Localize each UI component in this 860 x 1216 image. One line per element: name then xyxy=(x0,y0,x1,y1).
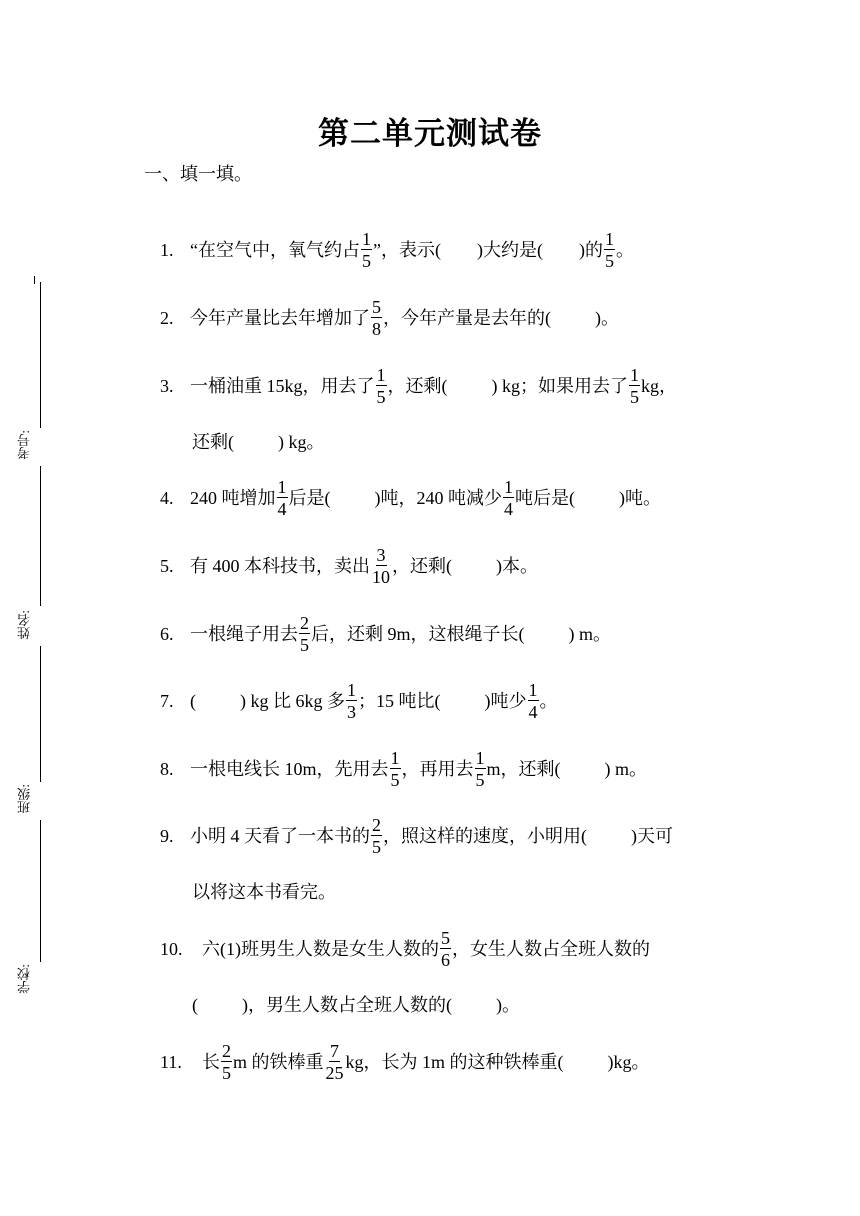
question-number: 10. xyxy=(160,939,183,959)
question-text: ，女生人数占全班人数的 xyxy=(452,939,650,959)
fraction: $\frac{1}{4}$ xyxy=(528,680,538,722)
question-text: ) kg 比 6kg 多 xyxy=(240,691,345,711)
fraction: $\frac{7}{25}$ xyxy=(325,1041,344,1083)
question-text: 240 吨增加 xyxy=(190,488,276,508)
exam-number-label: 考号: xyxy=(17,430,32,460)
fraction: $\frac{1}{5}$ xyxy=(390,748,400,790)
question-number: 5. xyxy=(160,556,174,576)
question-text: ，还剩( xyxy=(392,556,452,576)
question-text: )吨少 xyxy=(484,691,527,711)
question-text: ( xyxy=(190,691,196,711)
question-text: ) m。 xyxy=(568,624,611,644)
question-text: 后是( xyxy=(288,488,331,508)
question-text: 一根电线长 10m，先用去 xyxy=(190,759,389,779)
question-4 xyxy=(160,478,661,518)
section-title: 一、填一填。 xyxy=(144,164,252,184)
question-text: kg，长为 1m 的这种铁棒重( xyxy=(345,1052,564,1072)
question-text: ，今年产量是去年的( xyxy=(383,308,551,328)
class-line xyxy=(40,646,41,782)
question-text: ，还剩( xyxy=(387,376,448,396)
question-text: ) m。 xyxy=(604,759,648,779)
fraction: $\frac{5}{8}$ xyxy=(372,297,381,339)
school-label: 学校: xyxy=(17,964,32,994)
question-number: 4. xyxy=(160,488,174,508)
question-8 xyxy=(160,749,647,789)
class-label: 班级: xyxy=(17,784,32,814)
name-line xyxy=(40,466,41,606)
question-text: 。 xyxy=(539,691,558,711)
question-text: ( xyxy=(192,995,198,1015)
page-title: 第二单元测试卷 xyxy=(318,116,542,151)
question-5 xyxy=(160,546,538,586)
question-text: “在空气中，氧气约占 xyxy=(190,240,360,260)
question-text: ”，表示( xyxy=(373,240,441,260)
question-10-line-2 xyxy=(192,996,520,1014)
question-number: 9. xyxy=(160,826,174,846)
question-number: 6. xyxy=(160,624,174,644)
question-text: ，再用去 xyxy=(401,759,474,779)
margin-tick-mark xyxy=(34,276,39,284)
question-1 xyxy=(160,230,634,270)
name-label: 姓名: xyxy=(17,610,32,640)
fraction: $\frac{1}{3}$ xyxy=(347,680,356,722)
question-text: ) kg。 xyxy=(278,432,325,452)
fraction: $\frac{2}{5}$ xyxy=(222,1041,231,1083)
fraction: $\frac{1}{5}$ xyxy=(604,229,614,271)
question-text: 今年产量比去年增加了 xyxy=(190,308,370,328)
question-9-line-2 xyxy=(192,883,336,901)
question-3 xyxy=(160,366,677,406)
question-text: )本。 xyxy=(496,556,538,576)
question-text: )。 xyxy=(496,995,520,1015)
fraction: $\frac{3}{10}$ xyxy=(372,545,390,587)
fraction: $\frac{2}{5}$ xyxy=(300,613,309,655)
question-number: 3. xyxy=(160,376,174,396)
question-text: 六(1)班男生人数是女生人数的 xyxy=(202,939,439,959)
question-text: 。 xyxy=(615,240,634,260)
question-text: ) kg；如果用去了 xyxy=(491,376,628,396)
school-line xyxy=(40,820,41,962)
question-number: 7. xyxy=(160,691,174,711)
question-3-line-2 xyxy=(192,433,325,451)
question-text: )天可 xyxy=(631,826,673,846)
question-2 xyxy=(160,298,619,338)
fraction: $\frac{1}{4}$ xyxy=(277,477,287,519)
question-number: 11. xyxy=(160,1052,182,1072)
question-text: )kg。 xyxy=(607,1052,650,1072)
question-text: )大约是( xyxy=(476,240,543,260)
question-number: 1. xyxy=(160,240,174,260)
question-text: )。 xyxy=(595,308,619,328)
question-10 xyxy=(160,929,650,969)
question-number: 8. xyxy=(160,759,174,779)
question-11 xyxy=(160,1042,650,1082)
question-text: 还剩( xyxy=(192,432,234,452)
question-text: ；15 吨比( xyxy=(358,691,441,711)
question-number: 2. xyxy=(160,308,174,328)
question-text: )，男生人数占全班人数的( xyxy=(242,995,452,1015)
fraction: $\frac{1}{5}$ xyxy=(376,365,386,407)
question-6 xyxy=(160,614,611,654)
question-text: m 的铁棒重 xyxy=(233,1052,324,1072)
question-text: 后，还剩 9m，这根绳子长( xyxy=(311,624,525,644)
question-text: 一根绳子用去 xyxy=(190,624,298,644)
question-text: )的 xyxy=(578,240,603,260)
question-text: )吨，240 吨减少 xyxy=(374,488,502,508)
fraction: $\frac{2}{5}$ xyxy=(372,815,381,857)
exam-number-line xyxy=(40,282,41,428)
question-9 xyxy=(160,816,673,856)
question-text: m，还剩( xyxy=(486,759,561,779)
fraction: $\frac{1}{4}$ xyxy=(504,477,513,519)
question-text: 一桶油重 15kg，用去了 xyxy=(190,376,375,396)
fraction: $\frac{1}{5}$ xyxy=(630,365,639,407)
question-text: kg， xyxy=(641,376,677,396)
fraction: $\frac{1}{5}$ xyxy=(362,229,371,271)
question-text: 有 400 本科技书，卖出 xyxy=(190,556,370,576)
question-text: 长 xyxy=(202,1052,220,1072)
question-text: 吨后是( xyxy=(515,488,575,508)
question-text: 以将这本书看完。 xyxy=(192,882,336,902)
question-text: ，照这样的速度，小明用( xyxy=(383,826,587,846)
fraction: $\frac{1}{5}$ xyxy=(475,748,485,790)
question-text: )吨。 xyxy=(619,488,661,508)
fraction: $\frac{5}{6}$ xyxy=(441,928,450,970)
question-7 xyxy=(160,681,558,721)
question-text: 小明 4 天看了一本书的 xyxy=(190,826,370,846)
